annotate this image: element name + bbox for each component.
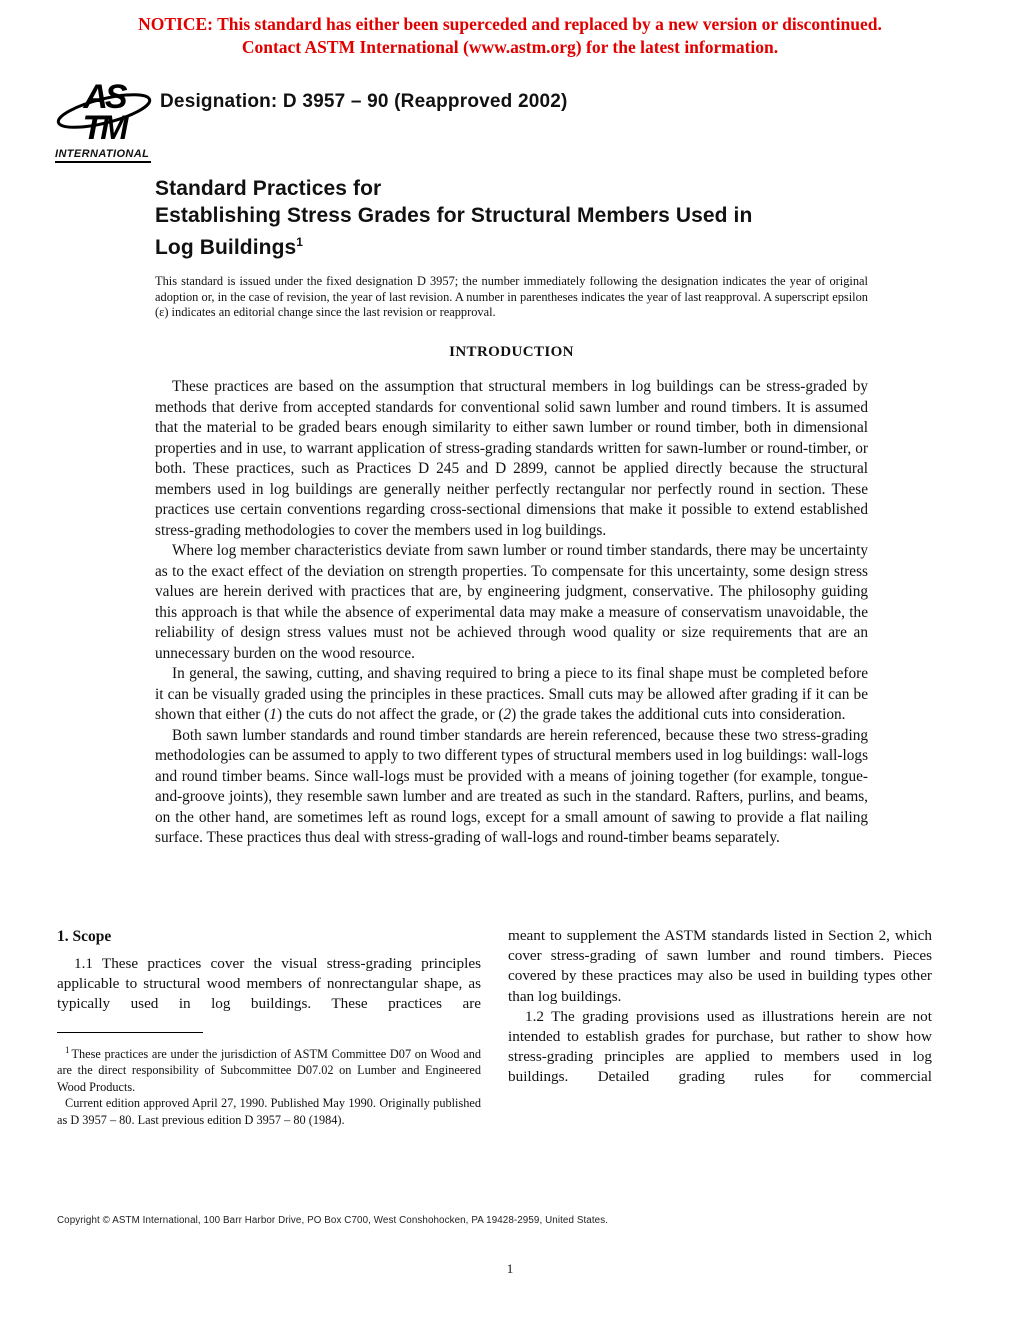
issuing-statement: This standard is issued under the fixed designation D 3957; the number immediately following the designation indicates the year of original adoption or, in the case of revision, the year of last revision. A number in parentheses indicates the year of last reapproval. A superscript epsilon (ε) indicates an editorial change since the last revision or reapproval.: [155, 274, 868, 320]
copyright-line: Copyright © ASTM International, 100 Barr Harbor Drive, PO Box C700, West Conshohocken, PA 19428-2959, United States.: [57, 1215, 609, 1226]
designation: Designation: D 3957 – 90 (Reapproved 2002): [160, 91, 568, 112]
intro-p3-segment-b: ) the cuts do not affect the grade, or (: [276, 706, 504, 723]
intro-paragraph-4: Both sawn lumber standards and round timber standards are herein referenced, because these two stress-grading methodologies can be assumed to apply to two different types of structural members used in log buildings: wall-logs and round timber beams. Since wall-logs must be provided with a means of joining together (for example, tongue-and-groove joints), they resemble sawn lumber and are treated as such in the standard. Rafters, purlins, and beams, on the other hand, are sometimes left as round logs, except for a small amount of sawing to provide a flat nailing surface. These practices thus deal with stress-grading of wall-logs and round-timber beams separately.: [155, 726, 869, 846]
footnote-2: Current edition approved April 27, 1990. Published May 1990. Originally published as D 3957 – 80. Last previous edition D 3957 – 80 (1984).: [57, 1096, 481, 1128]
astm-logo-international: INTERNATIONAL: [55, 148, 151, 163]
title-line-2: Establishing Stress Grades for Structural Members Used in: [155, 203, 753, 227]
intro-paragraph-3: [155, 664, 868, 726]
footnote-1-marker: 1: [65, 1044, 70, 1055]
left-column: [57, 926, 481, 1129]
footnote-1-text: These practices are under the jurisdiction of ASTM Committee D07 on Wood and are the direct responsibility of Subcommittee D07.02 on Lumber and Engineered Wood Products.: [57, 1046, 481, 1094]
introduction-heading: INTRODUCTION: [449, 344, 574, 360]
title-footnote-marker: 1: [296, 235, 304, 249]
scope-paragraph-1-1: 1.1 These practices cover the visual stress-grading principles applicable to structural wood members of nonrectangular shape, as typically used in log buildings. These practices are: [57, 955, 481, 1013]
notice-line-2: Contact ASTM International (www.astm.org) for the latest information.: [241, 36, 779, 57]
intro-p3-italic-1: 1: [269, 706, 277, 723]
notice-line-1: NOTICE: This standard has either been superceded and replaced by a new version or discontinued.: [138, 14, 882, 34]
astm-logo: [54, 77, 156, 165]
intro-p3-segment-c: ) the grade takes the additional cuts into consideration.: [511, 706, 846, 723]
astm-logo-row2: TM: [82, 109, 126, 145]
intro-paragraph-1: These practices are based on the assumption that structural members in log buildings can be stress-graded by methods that derive from accepted standards for conventional solid sawn lumber and round timbers. It is assumed that the material to be graded bears enough similarity to either sawn lumber or round timber, both in dimensional properties and in use, to warrant application of stress-grading standards written for sawn-lumber or round-timber, or both. These practices, such as Practices D 245 and D 2899, cannot be applied directly because the structural members used in log buildings are generally neither perfectly rectangular nor perfectly round in section. These practices use certain conventions regarding cross-sectional dimensions that make it possible to extend established stress-grading methodologies to cover the members used in log buildings.: [155, 378, 868, 539]
intro-paragraph-2: Where log member characteristics deviate from sawn lumber or round timber standards, there may be uncertainty as to the exact effect of the deviation on strength properties. To compensate for this uncertainty, some design stress values are herein derived with practices that are, by engineering judgment, conservative. The philosophy guiding this approach is that while the absence of experimental data may make a measure of conservatism unavoidable, the reliability of design stress values must not be achieved through wood quality or size requirements that are an unnecessary burden on the wood resource.: [155, 542, 868, 662]
astm-logo-icon: [54, 77, 154, 145]
astm-logo-row1: AS: [83, 78, 125, 116]
title-line-3: [155, 229, 752, 262]
footnote-rule: [57, 1032, 203, 1033]
footnotes-block: [57, 1032, 481, 1129]
footnote-1: [57, 1042, 481, 1096]
introduction-section: [155, 340, 868, 849]
intro-p3-italic-2: 2: [503, 706, 512, 723]
two-column-body: [57, 926, 932, 1129]
title-line-3-text: Log Buildings: [155, 236, 297, 259]
page-number: 1: [506, 1261, 514, 1276]
right-column: [508, 926, 932, 1129]
scope-heading: 1. Scope: [57, 928, 112, 945]
scope-paragraph-1-1-continued: meant to supplement the ASTM standards listed in Section 2, which cover stress-grading of sawn lumber and round timbers. Pieces covered by these practices may also be used in building types other than log buildings.: [508, 927, 932, 1005]
title-line-1: Standard Practices for: [155, 177, 382, 200]
intro-p3-segment-a: In general, the sawing, cutting, and shaving required to bring a piece to its final shape must be completed before it can be visually graded using the principles in these practices. Small cuts may be allowed after grading if it can be shown that either (: [155, 665, 868, 723]
scope-paragraph-1-2: 1.2 The grading provisions used as illustrations herein are not intended to establish grades for purchase, but rather to show how stress-grading principles are applied to members used in log buildings. Detailed grading rules for commercial: [508, 1007, 932, 1086]
document-title: [155, 176, 752, 262]
supersession-notice: [0, 13, 1020, 58]
